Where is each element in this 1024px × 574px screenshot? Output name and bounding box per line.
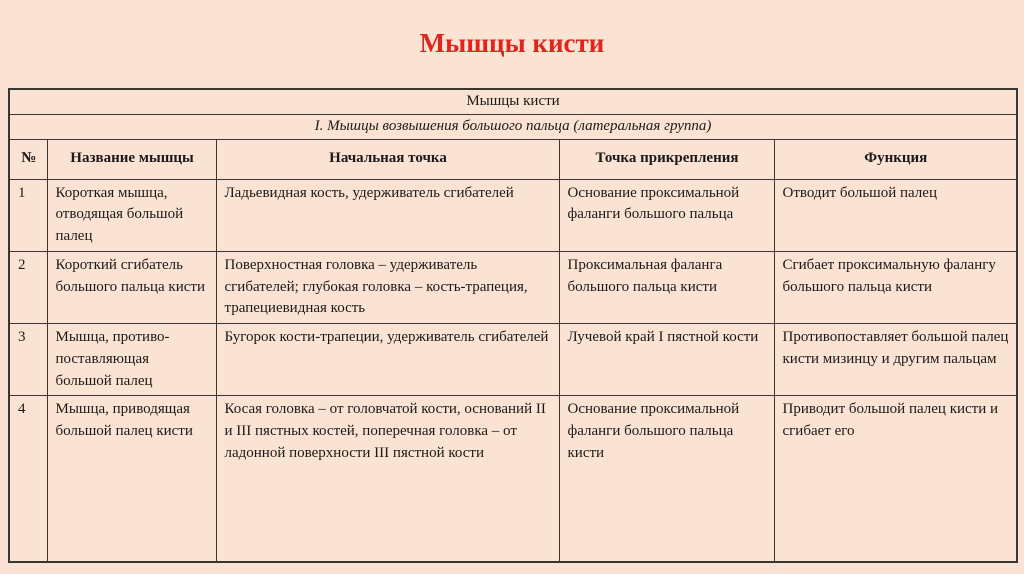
column-header-number: №: [9, 139, 47, 179]
table-group-row: [9, 114, 1017, 139]
muscle-insertion: Проксимальная фаланга большого пальца кисти: [559, 251, 774, 323]
muscle-insertion: Основание проксимальной фаланги большого пальца кисти: [559, 396, 774, 562]
column-header-function: Функция: [774, 139, 1017, 179]
muscle-insertion: Основание проксимальной фаланги большого пальца: [559, 179, 774, 251]
page-title: Мышцы кисти: [419, 28, 605, 58]
row-number: 2: [9, 251, 47, 323]
table-group-label: I. Мышцы возвышения большого пальца (латеральная группа): [9, 114, 1017, 139]
muscle-name: Мышца, противопоставляющая большой палец: [47, 324, 216, 396]
table-row: [9, 396, 1017, 562]
muscle-origin: Косая головка – от головчатой кости, оснований II и III пястных костей, поперечная головка – от ладонной поверхности III пястной кости: [216, 396, 559, 562]
table-row: [9, 324, 1017, 396]
column-header-name: Название мышцы: [47, 139, 216, 179]
muscle-insertion: Лучевой край I пястной кости: [559, 324, 774, 396]
table-caption: Мышцы кисти: [9, 89, 1017, 114]
muscle-function: Приводит большой палец кисти и сгибает его: [774, 396, 1017, 562]
muscle-function: Противопоставляет большой палец кисти мизинцу и другим пальцам: [774, 324, 1017, 396]
muscle-origin: Поверхностная головка – удерживатель сгибателей; глубокая головка – кость-трапеция, трапециевидная кость: [216, 251, 559, 323]
column-header-origin: Начальная точка: [216, 139, 559, 179]
muscle-name: Короткая мышца, отводящая большой палец: [47, 179, 216, 251]
column-header-insertion: Точка прикрепления: [559, 139, 774, 179]
table-row: [9, 179, 1017, 251]
table-header-row: [9, 139, 1017, 179]
table-row: [9, 251, 1017, 323]
row-number: 3: [9, 324, 47, 396]
muscles-table: [8, 88, 1018, 563]
muscle-function: Отводит большой палец: [774, 179, 1017, 251]
muscle-origin: Бугорок кости-трапеции, удерживатель сгибателей: [216, 324, 559, 396]
table-caption-row: [9, 89, 1017, 114]
muscle-name: Мышца, приводящая большой палец кисти: [47, 396, 216, 562]
muscle-origin: Ладьевидная кость, удерживатель сгибателей: [216, 179, 559, 251]
row-number: 1: [9, 179, 47, 251]
row-number: 4: [9, 396, 47, 562]
muscle-name: Короткий сгибатель большого пальца кисти: [47, 251, 216, 323]
muscle-function: Сгибает проксимальную фалангу большого пальца кисти: [774, 251, 1017, 323]
